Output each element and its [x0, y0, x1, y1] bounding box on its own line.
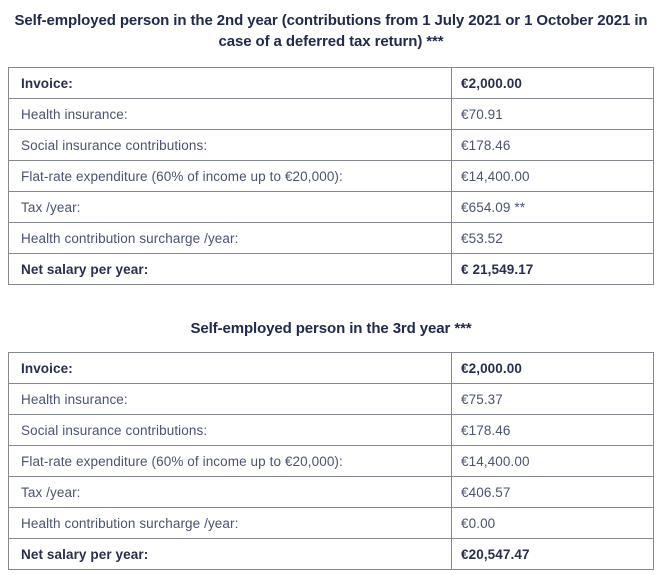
table-row — [9, 508, 654, 539]
table-title-2nd-year: Self-employed person in the 2nd year (contributions from 1 July 2021 or 1 October 2021 in case of a deferred tax return) *** — [14, 12, 648, 50]
table-title-3rd-year: Self-employed person in the 3rd year *** — [190, 320, 472, 337]
table-row — [9, 192, 654, 223]
row-label: Tax /year: — [9, 192, 452, 223]
table-row — [9, 254, 654, 285]
row-label: Invoice: — [9, 68, 452, 99]
row-value: €70.91 — [452, 99, 654, 130]
table-row — [9, 446, 654, 477]
row-label: Health contribution surcharge /year: — [9, 223, 452, 254]
row-value: €53.52 — [452, 223, 654, 254]
summary-table-2nd-year — [8, 67, 654, 285]
table-row — [9, 161, 654, 192]
table-row — [9, 130, 654, 161]
row-value: €14,400.00 — [452, 446, 654, 477]
row-value: €75.37 — [452, 384, 654, 415]
row-value: €178.46 — [452, 415, 654, 446]
table-row — [9, 99, 654, 130]
table-row — [9, 539, 654, 570]
row-label: Health insurance: — [9, 99, 452, 130]
table-row — [9, 68, 654, 99]
row-label: Tax /year: — [9, 477, 452, 508]
row-value: €178.46 — [452, 130, 654, 161]
summary-table-3rd-year — [8, 352, 654, 570]
row-value: € 21,549.17 — [452, 254, 654, 285]
table-row — [9, 384, 654, 415]
row-label: Social insurance contributions: — [9, 415, 452, 446]
row-value: €406.57 — [452, 477, 654, 508]
row-label: Net salary per year: — [9, 254, 452, 285]
row-value: €0.00 — [452, 508, 654, 539]
row-label: Flat-rate expenditure (60% of income up to €20,000): — [9, 161, 452, 192]
row-value: €14,400.00 — [452, 161, 654, 192]
row-value: €2,000.00 — [452, 353, 654, 384]
row-label: Net salary per year: — [9, 539, 452, 570]
row-label: Flat-rate expenditure (60% of income up to €20,000): — [9, 446, 452, 477]
table-row — [9, 477, 654, 508]
table-row — [9, 353, 654, 384]
row-value: €2,000.00 — [452, 68, 654, 99]
row-value: €20,547.47 — [452, 539, 654, 570]
row-label: Health contribution surcharge /year: — [9, 508, 452, 539]
row-label: Invoice: — [9, 353, 452, 384]
row-value: €654.09 ** — [452, 192, 654, 223]
table-row — [9, 223, 654, 254]
row-label: Health insurance: — [9, 384, 452, 415]
row-label: Social insurance contributions: — [9, 130, 452, 161]
table-row — [9, 415, 654, 446]
